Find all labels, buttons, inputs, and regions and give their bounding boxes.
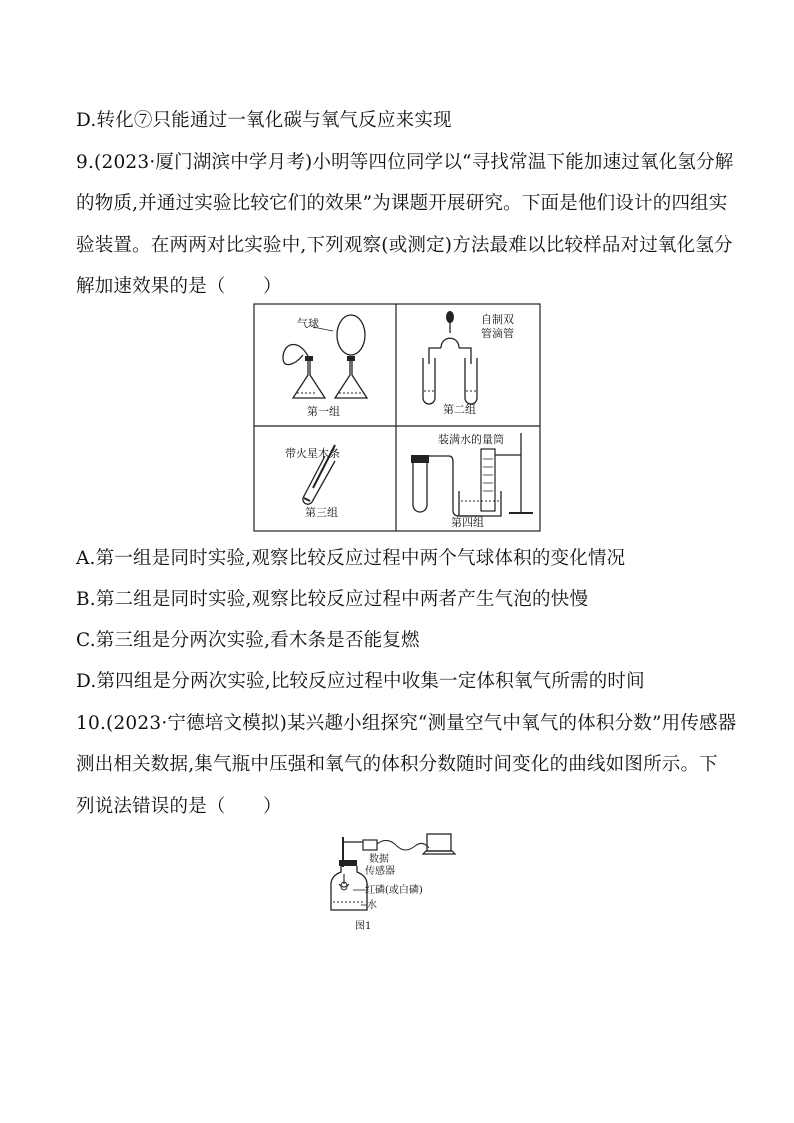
q9-stem-line-4: 解加速效果的是（ ）: [76, 276, 282, 297]
q10-stem-line-3: 列说法错误的是（ ）: [76, 796, 282, 817]
group1-balloon-label: 气球: [297, 317, 319, 330]
q10-stem-line-1: 10.(2023·宁德培文模拟)某兴趣小组探究“测量空气中氧气的体积分数”用传感器: [76, 713, 737, 734]
q9-option-d: D.第四组是分两次实验,比较反应过程中收集一定体积氧气所需的时间: [76, 671, 645, 692]
q10-figure: [325, 832, 470, 937]
group3-label: 第三组: [305, 506, 338, 519]
q9-stem-line-3: 验装置。在两两对比实验中,下列观察(或测定)方法最难以比较样品对过氧化氢分: [76, 235, 733, 256]
group3-splint-label: 带火星木条: [285, 447, 340, 460]
q9-figure: [253, 303, 541, 533]
q8-option-d: D.转化⑦只能通过一氧化碳与氧气反应来实现: [76, 110, 452, 131]
collection-bottle: [331, 837, 367, 910]
group2-dropper-label-1: 自制双: [481, 313, 514, 326]
q9-option-c: C.第三组是分两次实验,看木条是否能复燃: [76, 630, 420, 651]
data-sensor: [344, 840, 429, 850]
group4-label: 第四组: [451, 516, 484, 529]
q9-stem-line-1: 9.(2023·厦门湖滨中学月考)小明等四位同学以“寻找常温下能加速过氧化氢分解: [76, 152, 734, 173]
sensor-label-2: 传感器: [365, 866, 395, 877]
q9-option-b: B.第二组是同时实验,观察比较反应过程中两者产生气泡的快慢: [76, 589, 589, 610]
group2-label: 第二组: [443, 403, 476, 416]
water-label: 水: [367, 900, 377, 911]
group2-dropper-label-2: 管滴管: [481, 327, 514, 340]
group1-label: 第一组: [307, 405, 340, 418]
phosphorus-label: 红磷(或白磷): [365, 885, 423, 896]
figure1-caption: 图1: [355, 921, 372, 932]
sensor-label-1: 数据: [369, 854, 389, 865]
q9-stem-line-2: 的物质,并通过实验比较它们的效果”为课题开展研究。下面是他们设计的四组实: [76, 193, 728, 214]
q10-stem-line-2: 测出相关数据,集气瓶中压强和氧气的体积分数随时间变化的曲线如图所示。下: [76, 754, 718, 775]
group2-apparatus: [423, 311, 477, 404]
q9-option-a: A.第一组是同时实验,观察比较反应过程中两个气球体积的变化情况: [76, 548, 626, 569]
group4-cylinder-label: 装满水的量筒: [438, 433, 504, 446]
laptop-icon: [423, 834, 455, 854]
group1-apparatus: [283, 315, 367, 398]
